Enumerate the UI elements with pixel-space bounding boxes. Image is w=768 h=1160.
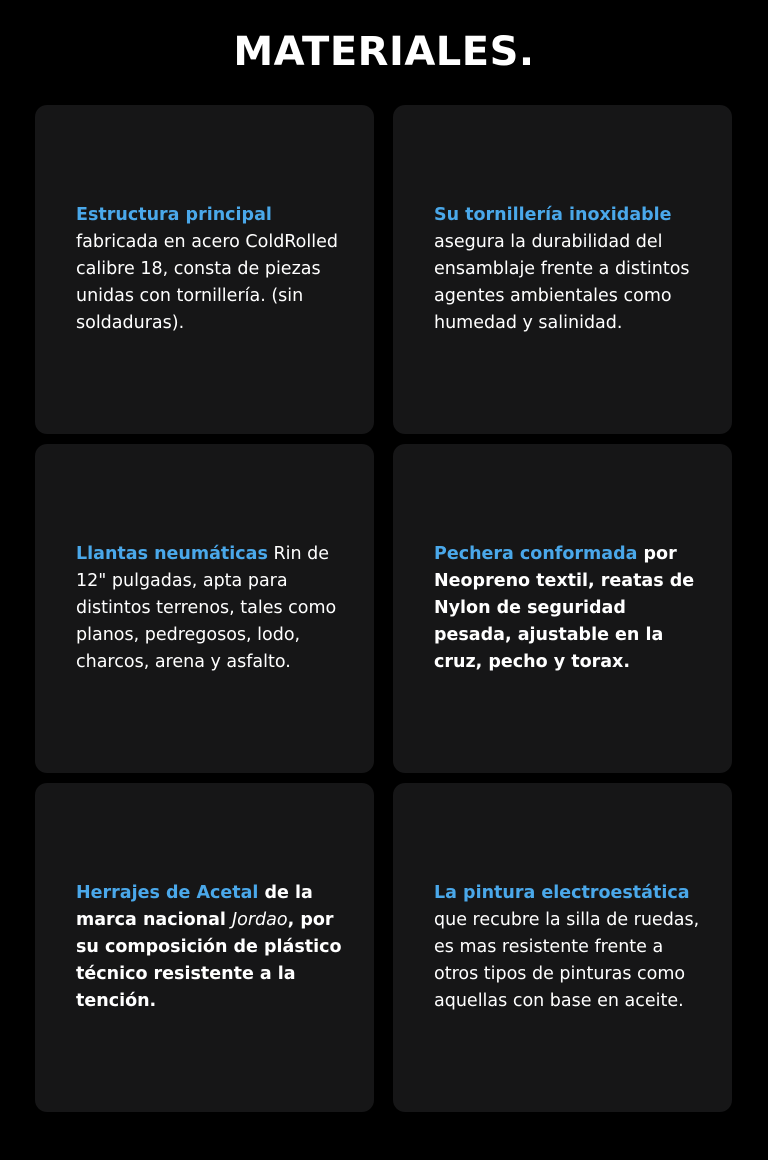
card-text — [434, 880, 700, 1015]
card-text — [434, 541, 700, 676]
card-highlight: Estructura principal — [76, 205, 272, 225]
card-herrajes — [35, 783, 374, 1112]
card-text — [434, 202, 700, 337]
card-highlight: Herrajes de Acetal — [76, 883, 259, 903]
card-body-after: , por su composición de plástico técnico resistente a la tención. — [76, 910, 342, 1011]
card-body: por Neopreno textil, reatas de Nylon de seguridad pesada, ajustable en la cruz, pecho y torax. — [434, 544, 695, 672]
card-body-before: de la marca nacional — [76, 883, 313, 930]
card-text — [76, 202, 342, 337]
card-pintura — [393, 783, 732, 1112]
page-title: MATERIALES. — [233, 29, 535, 75]
brand-name: Jordao — [231, 910, 288, 930]
card-body: que recubre la silla de ruedas, es mas resistente frente a otros tipos de pinturas como aquellas con base en aceite. — [434, 910, 700, 1011]
card-body: Rin de 12" pulgadas, apta para distintos terrenos, tales como planos, pedregosos, lodo, charcos, arena y asfalto. — [76, 544, 337, 672]
card-highlight: Pechera conformada — [434, 544, 638, 564]
card-estructura — [35, 105, 374, 434]
card-text — [76, 541, 342, 676]
card-llantas — [35, 444, 374, 773]
card-pechera — [393, 444, 732, 773]
card-highlight: La pintura electroestática — [434, 883, 690, 903]
card-tornilleria — [393, 105, 732, 434]
card-highlight: Su tornillería inoxidable — [434, 205, 672, 225]
card-body: fabricada en acero ColdRolled calibre 18, consta de piezas unidas con tornillería. (sin soldaduras). — [76, 232, 338, 333]
card-text — [76, 880, 342, 1015]
card-highlight: Llantas neumáticas — [76, 544, 268, 564]
materials-grid — [35, 105, 732, 1112]
card-body: asegura la durabilidad del ensamblaje frente a distintos agentes ambientales como humedad y salinidad. — [434, 232, 690, 333]
